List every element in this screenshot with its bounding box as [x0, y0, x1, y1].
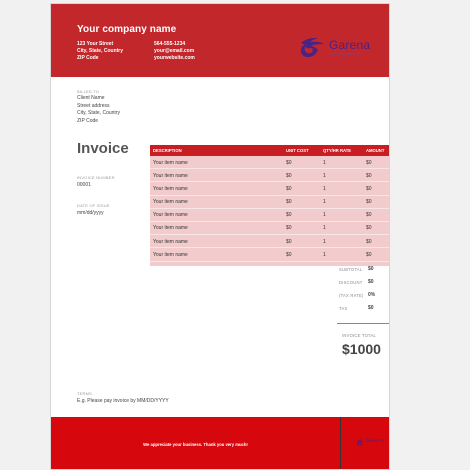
item-amount: $0	[366, 159, 372, 166]
item-qty: 1	[323, 251, 326, 258]
table-row	[150, 196, 390, 209]
item-description: Your item name	[153, 212, 188, 219]
item-amount: $0	[366, 225, 372, 232]
item-unit-cost: $0	[286, 185, 292, 192]
footer-logo	[356, 437, 388, 449]
client-street: Street address	[77, 102, 110, 109]
item-qty: 1	[323, 238, 326, 245]
contact-website: yourwebsite.com	[154, 55, 195, 62]
invoice-number-label: INVOICE NUMBER	[77, 175, 115, 180]
tax-rate-label: (TAX RATE)	[339, 293, 364, 298]
contact-phone: 564-555-1234	[154, 41, 186, 47]
items-table-body	[150, 156, 390, 262]
discount-label: DISCOUNT	[339, 280, 363, 285]
subtotal-label: SUBTOTAL	[339, 267, 363, 272]
table-row	[150, 169, 390, 182]
tax-rate-value: 0%	[368, 292, 376, 298]
table-row	[150, 235, 390, 248]
items-table-header	[150, 145, 390, 156]
item-amount: $0	[366, 199, 372, 206]
header-unit-cost: UNIT COST	[286, 148, 309, 153]
item-unit-cost: $0	[286, 238, 292, 245]
item-amount: $0	[366, 172, 372, 179]
invoice-title: Invoice	[77, 140, 129, 157]
item-qty: 1	[323, 185, 326, 192]
terms-label: TERMS	[77, 391, 92, 396]
company-name: Your company name	[77, 24, 177, 35]
item-unit-cost: $0	[286, 212, 292, 219]
client-zip: ZIP Code	[77, 117, 99, 124]
item-amount: $0	[366, 251, 372, 258]
date-of-issue: mm/dd/yyyy	[77, 210, 104, 216]
billed-to-label: BILLED TO	[77, 89, 100, 94]
item-description: Your item name	[153, 238, 188, 245]
date-of-issue-label: DATE OF ISSUE	[77, 203, 110, 208]
totals-divider	[337, 323, 390, 324]
item-qty: 1	[323, 159, 326, 166]
client-name: Client Name	[77, 95, 105, 101]
tax-label: TAX	[339, 306, 348, 311]
header-description: DESCRIPTION	[153, 148, 182, 153]
subtotal-value: $0	[368, 266, 374, 272]
discount-value: $0	[368, 279, 374, 285]
table-row	[150, 248, 390, 261]
client-city: City, State, Country	[77, 110, 120, 116]
item-amount: $0	[366, 185, 372, 192]
address-line: ZIP Code	[77, 55, 99, 62]
company-logo	[298, 35, 388, 61]
item-description: Your item name	[153, 251, 188, 258]
item-description: Your item name	[153, 185, 188, 192]
footer-logo-wordmark: Garena	[366, 438, 385, 444]
garena-logo-icon	[298, 35, 328, 61]
item-qty: 1	[323, 225, 326, 232]
table-row	[150, 182, 390, 195]
address-line: 123 Your Street	[77, 41, 114, 47]
item-qty: 1	[323, 212, 326, 219]
company-contact	[154, 41, 195, 63]
item-description: Your item name	[153, 199, 188, 206]
contact-email: your@email.com	[154, 48, 195, 55]
item-unit-cost: $0	[286, 251, 292, 258]
item-qty: 1	[323, 172, 326, 179]
terms-text: E.g. Please pay invoice by MM/DD/YYYY	[77, 398, 169, 404]
item-unit-cost: $0	[286, 159, 292, 166]
billed-to-block	[77, 95, 120, 125]
table-row	[150, 209, 390, 222]
invoice-total-value: $1000	[342, 341, 381, 357]
item-description: Your item name	[153, 225, 188, 232]
item-unit-cost: $0	[286, 225, 292, 232]
header-amount: AMOUNT	[366, 148, 385, 153]
tax-value: $0	[368, 305, 374, 311]
footer-divider	[340, 417, 341, 470]
item-qty: 1	[323, 199, 326, 206]
item-unit-cost: $0	[286, 172, 292, 179]
table-row	[150, 156, 390, 169]
garena-logo-icon	[356, 438, 366, 448]
footer-message: We appreciate your business. Thank you very much!	[143, 442, 248, 447]
address-line: City, State, Country	[77, 48, 124, 55]
company-address	[77, 41, 123, 63]
item-amount: $0	[366, 238, 372, 245]
invoice-total-label: INVOICE TOTAL	[342, 333, 377, 338]
logo-wordmark: Garena	[329, 38, 371, 52]
item-amount: $0	[366, 212, 372, 219]
table-row	[150, 222, 390, 235]
invoice-number: 00001	[77, 182, 91, 188]
items-table	[150, 145, 390, 266]
logo-tagline: connecting the dots	[329, 52, 361, 56]
invoice-page	[50, 3, 390, 470]
header-qty: QTY/HR RATE	[323, 148, 352, 153]
item-description: Your item name	[153, 172, 188, 179]
item-unit-cost: $0	[286, 199, 292, 206]
item-description: Your item name	[153, 159, 188, 166]
